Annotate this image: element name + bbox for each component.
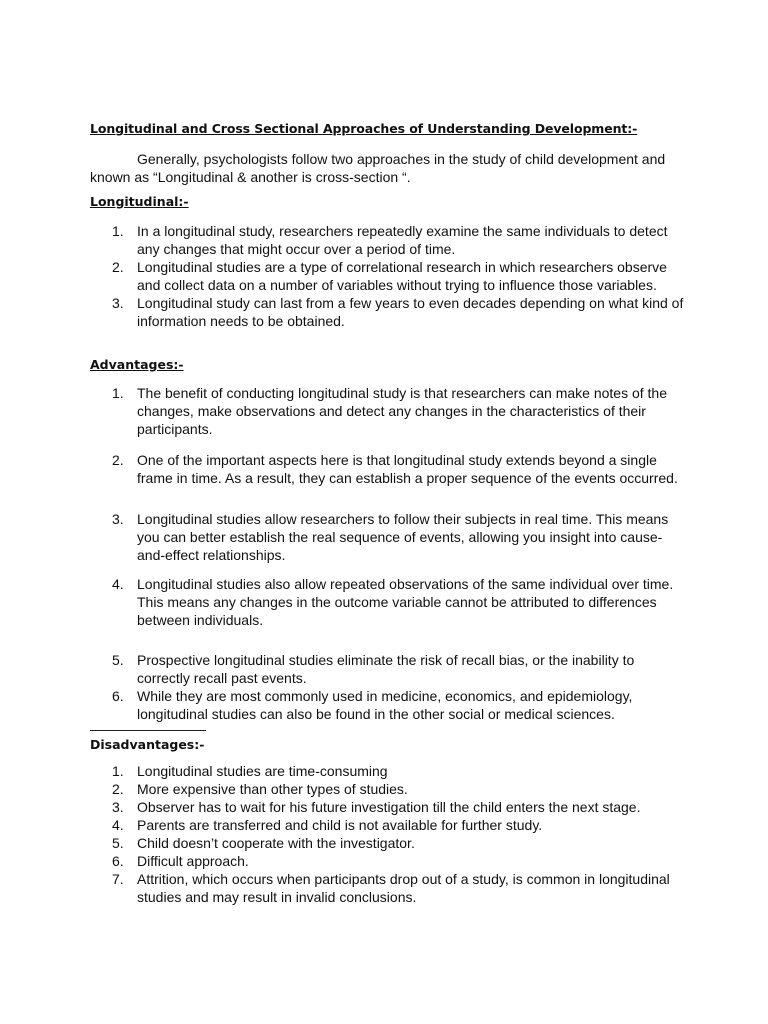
item-number: 5. [112,652,124,668]
item-text: One of the important aspects here is that longitudinal study extends beyond a single frame in time. As a result, they can establish a proper sequence of the events occurred. [137,452,678,486]
item-text: Prospective longitudinal studies eliminate the risk of recall bias, or the inability to correctly recall past events. [137,652,635,686]
list-item [90,687,690,723]
item-text: Longitudinal study can last from a few years to even decades depending on what kind of information needs to be obtained. [137,295,684,329]
item-text: The benefit of conducting longitudinal study is that researchers can make notes of the changes, make observations and detect any changes in the characteristics of their participants. [137,385,667,437]
document-title: Longitudinal and Cross Sectional Approaches of Understanding Development:- [90,121,638,136]
item-number: 6. [112,853,124,869]
item-number: 3. [112,511,124,527]
item-number: 1. [112,763,124,779]
item-number: 1. [112,223,124,239]
item-text: Difficult approach. [137,853,249,869]
list-item [90,384,690,438]
item-number: 2. [112,259,124,275]
list-item [90,852,690,870]
list-item [90,575,690,629]
longitudinal-list [90,222,690,330]
item-number: 3. [112,799,124,815]
heading-disadvantages: Disadvantages:- [90,737,205,752]
list-item [90,258,690,294]
list-item [90,222,690,258]
item-text: Parents are transferred and child is not available for further study. [137,817,543,833]
item-text: Child doesn’t cooperate with the investigator. [137,835,415,851]
item-text: Longitudinal studies allow researchers to follow their subjects in real time. This means you can better establish the real sequence of events, allowing you insight into cause-and-effect relationships. [137,511,669,563]
list-item [90,816,690,834]
intro-paragraph: Generally, psychologists follow two approaches in the study of child development and known as “Longitudinal & another is cross-section “. [90,151,666,185]
list-item [90,651,690,687]
item-text: Longitudinal studies are a type of correlational research in which researchers observe and collect data on a number of variables without trying to influence those variables. [137,259,667,293]
item-text: Longitudinal studies are time-consuming [137,763,388,779]
item-number: 1. [112,385,124,401]
list-item [90,762,690,780]
item-text: Attrition, which occurs when participants drop out of a study, is common in longitudinal studies and may result in invalid conclusions. [137,871,670,905]
item-text: More expensive than other types of studies. [137,781,408,797]
item-number: 4. [112,817,124,833]
list-item [90,294,690,330]
advantages-list [90,384,690,723]
item-number: 6. [112,688,124,704]
item-number: 3. [112,295,124,311]
list-item [90,780,690,798]
heading-advantages: Advantages:- [90,357,184,372]
list-item [90,798,690,816]
list-item [90,451,690,487]
list-item [90,870,690,906]
item-text: While they are most commonly used in medicine, economics, and epidemiology, longitudinal studies can also be found in the other social or medical sciences. [137,688,633,722]
heading-longitudinal: Longitudinal:- [90,194,189,209]
item-number: 5. [112,835,124,851]
disadvantages-list [90,762,690,906]
item-number: 2. [112,781,124,797]
list-item [90,834,690,852]
item-number: 2. [112,452,124,468]
item-text: In a longitudinal study, researchers repeatedly examine the same individuals to detect any changes that might occur over a period of time. [137,223,668,257]
divider-line [90,730,206,731]
item-text: Observer has to wait for his future investigation till the child enters the next stage. [137,799,641,815]
item-text: Longitudinal studies also allow repeated observations of the same individual over time. This means any changes in the outcome variable cannot be attributed to differences between individuals. [137,576,674,628]
item-number: 4. [112,576,124,592]
list-item [90,510,690,564]
item-number: 7. [112,871,124,887]
